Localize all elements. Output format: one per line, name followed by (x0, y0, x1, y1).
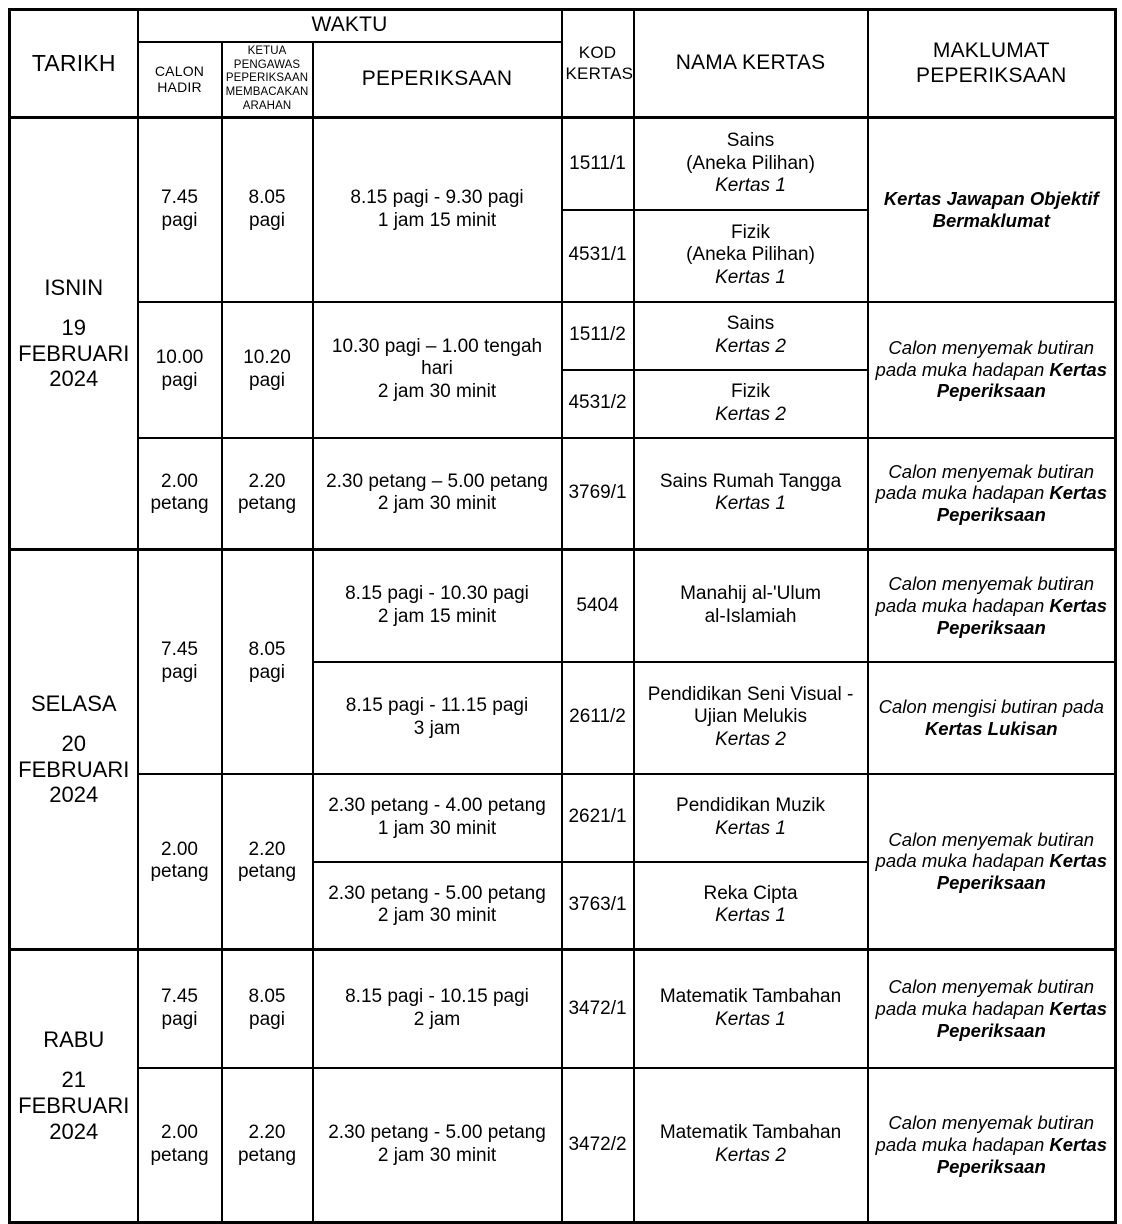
exam-session-duration: 2 jam 15 minit (377, 605, 497, 627)
paper-number: Kertas 1 (715, 905, 786, 927)
paper-code: 1511/1 (562, 118, 634, 210)
exam-session-slot (313, 438, 562, 550)
ketua-pengawas-time (222, 950, 313, 1068)
ketua-pengawas-time (222, 118, 313, 302)
date-number: 21 (61, 1067, 86, 1093)
calon-hadir-time-line1: 7.45 (161, 986, 198, 1008)
paper-name-line2: (Aneka Pilihan) (686, 152, 815, 174)
date-number: 19 (61, 314, 86, 340)
paper-name-line2: (Aneka Pilihan) (686, 244, 815, 266)
date-month: FEBRUARI (18, 340, 130, 366)
exam-session-slot (313, 862, 562, 950)
exam-session-slot (313, 950, 562, 1068)
date-number: 20 (61, 730, 86, 756)
paper-name (634, 210, 868, 302)
paper-name-line1: Reka Cipta (703, 882, 798, 904)
calon-hadir-time-line1: 7.45 (161, 187, 198, 209)
calon-hadir-time (138, 774, 222, 950)
column-header-nama-kertas: NAMA KERTAS (634, 10, 868, 118)
exam-session-range: 2.30 petang - 5.00 petang (328, 882, 546, 904)
calon-hadir-time-line2: petang (150, 493, 209, 515)
ketua-line1: KETUA (247, 45, 287, 58)
ketua-line5: ARAHAN (242, 99, 292, 112)
calon-hadir-time (138, 118, 222, 302)
paper-number: Kertas 1 (715, 266, 786, 288)
ketua-pengawas-time-line2: petang (237, 493, 297, 515)
date-year: 2024 (49, 366, 99, 392)
date-year: 2024 (49, 1118, 99, 1144)
paper-info-emphasis: Kertas Peperiksaan (936, 358, 1107, 402)
header-row-1 (10, 10, 1116, 42)
paper-name-line2: al-Islamiah (704, 605, 797, 627)
paper-info-emphasis: Kertas Peperiksaan (936, 482, 1107, 526)
paper-name (634, 662, 868, 774)
exam-session-slot (313, 774, 562, 862)
ketua-pengawas-time-line2: pagi (249, 369, 285, 391)
table-header (10, 10, 1116, 118)
paper-code: 5404 (562, 550, 634, 662)
calon-hadir-time (138, 438, 222, 550)
table-row (10, 550, 1116, 662)
date-day-name: RABU (43, 1027, 105, 1053)
date-month: FEBRUARI (18, 1093, 130, 1118)
paper-info-emphasis: Kertas Peperiksaan (936, 594, 1107, 638)
paper-name-line1: Pendidikan Muzik (676, 795, 825, 817)
paper-number: Kertas 1 (715, 1008, 786, 1030)
paper-name (634, 370, 868, 438)
maklumat-line2: PEPERIKSAAN (916, 63, 1067, 87)
paper-number: Kertas 1 (715, 817, 786, 839)
exam-session-duration: 2 jam 30 minit (377, 380, 497, 402)
paper-name-line1: Fizik (730, 381, 771, 403)
table-row (10, 118, 1116, 210)
ketua-pengawas-time-line1: 8.05 (248, 187, 286, 209)
ketua-pengawas-time-line1: 2.20 (248, 838, 286, 860)
calon-hadir-time-line1: 7.45 (161, 639, 198, 661)
paper-name (634, 550, 868, 662)
paper-code: 2621/1 (562, 774, 634, 862)
ketua-pengawas-time-line1: 8.05 (248, 639, 286, 661)
exam-timetable (8, 8, 1117, 1224)
exam-session-range: 8.15 pagi - 9.30 pagi (350, 187, 524, 209)
paper-name (634, 118, 868, 210)
ketua-line4: MEMBACAKAN (225, 86, 309, 99)
exam-session-range: 8.15 pagi - 11.15 pagi (345, 695, 529, 717)
paper-info-text: Calon menyemak butiran pada muka hadapan (875, 1112, 1095, 1155)
paper-number: Kertas 2 (715, 403, 786, 425)
paper-name-line1: Manahij al-'Ulum (680, 583, 821, 605)
column-header-maklumat-peperiksaan (868, 10, 1116, 118)
paper-info (868, 1068, 1116, 1223)
paper-info (868, 550, 1116, 662)
date-year: 2024 (49, 782, 99, 808)
paper-code: 4531/1 (562, 210, 634, 302)
paper-info-emphasis: Kertas Lukisan (924, 717, 1058, 739)
paper-name-line2: Ujian Melukis (694, 706, 807, 728)
paper-info (868, 302, 1116, 438)
exam-session-duration: 3 jam (413, 717, 461, 739)
column-header-kod-kertas (562, 10, 634, 118)
ketua-pengawas-time (222, 774, 313, 950)
ketua-pengawas-time (222, 1068, 313, 1223)
paper-code: 3472/1 (562, 950, 634, 1068)
table-row (10, 950, 1116, 1068)
exam-session-slot (313, 1068, 562, 1223)
paper-info-text: Calon menyemak butiran pada muka hadapan (875, 460, 1095, 504)
date-day-name: SELASA (30, 690, 117, 716)
column-header-peperiksaan: PEPERIKSAAN (313, 42, 562, 118)
exam-session-range: 2.30 petang - 5.00 petang (328, 1122, 546, 1144)
exam-session-duration: 1 jam 15 minit (377, 209, 497, 231)
paper-info-line1: Kertas Jawapan Objektif (883, 187, 1099, 209)
calon-hadir-time-line1: 2.00 (161, 470, 198, 492)
paper-code: 3763/1 (562, 862, 634, 950)
paper-name-line1: Fizik (730, 221, 771, 243)
paper-name-line1: Sains (726, 130, 775, 152)
calon-hadir-time (138, 550, 222, 774)
paper-name-line1: Sains Rumah Tangga (659, 470, 842, 492)
date-month: FEBRUARI (18, 756, 130, 782)
ketua-pengawas-time-line1: 2.20 (248, 470, 286, 492)
exam-session-slot (313, 550, 562, 662)
paper-info-text: Calon mengisi butiran pada (878, 695, 1104, 717)
paper-name-line1: Matematik Tambahan (659, 1122, 842, 1144)
paper-info-emphasis: Kertas Peperiksaan (936, 997, 1107, 1041)
exam-session-range: 2.30 petang – 5.00 petang (326, 470, 548, 492)
calon-hadir-time-line1: 10.00 (155, 347, 204, 369)
date-cell-selasa (10, 550, 138, 950)
paper-number: Kertas 1 (715, 493, 786, 515)
paper-code: 4531/2 (562, 370, 634, 438)
paper-info-text: Calon menyemak butiran pada muka hadapan (875, 573, 1095, 616)
table-body (10, 118, 1116, 1223)
exam-session-range: 10.30 pagi – 1.00 tengah hari (331, 335, 543, 380)
ketua-pengawas-time-line2: pagi (249, 1008, 285, 1030)
paper-number: Kertas 1 (715, 174, 786, 196)
exam-session-duration: 2 jam 30 minit (377, 493, 497, 515)
paper-name (634, 1068, 868, 1223)
calon-hadir-time (138, 302, 222, 438)
calon-hadir-time-line2: petang (150, 1144, 209, 1166)
exam-session-slot (313, 302, 562, 438)
column-header-calon-hadir (138, 42, 222, 118)
paper-name (634, 438, 868, 550)
paper-name-line1: Sains (726, 313, 775, 335)
ketua-pengawas-time (222, 302, 313, 438)
table-row (10, 774, 1116, 862)
paper-name (634, 862, 868, 950)
kod-kertas-line1: KOD (578, 43, 617, 63)
exam-session-range: 2.30 petang - 4.00 petang (328, 795, 546, 817)
paper-info (868, 950, 1116, 1068)
column-header-tarikh: TARIKH (10, 10, 138, 118)
ketua-pengawas-time-line2: petang (237, 1144, 297, 1166)
paper-info-text: Calon menyemak butiran pada muka hadapan (875, 976, 1095, 1019)
ketua-pengawas-time-line2: petang (237, 861, 297, 883)
table-row (10, 438, 1116, 550)
calon-hadir-time-line2: pagi (161, 1008, 198, 1030)
calon-hadir-time-line2: pagi (161, 369, 198, 391)
ketua-line3: PEPERIKSAAN (225, 72, 309, 85)
date-cell-rabu (10, 950, 138, 1223)
ketua-pengawas-time-line2: pagi (249, 209, 285, 231)
paper-number: Kertas 2 (715, 728, 786, 750)
kod-kertas-line2: KERTAS (565, 63, 634, 83)
paper-name-line1: Pendidikan Seni Visual - (647, 683, 854, 705)
paper-info (868, 118, 1116, 302)
paper-code: 3769/1 (562, 438, 634, 550)
paper-name (634, 774, 868, 862)
calon-hadir-time-line1: 2.00 (161, 838, 198, 860)
exam-session-duration: 2 jam 30 minit (377, 905, 497, 927)
exam-session-slot (313, 662, 562, 774)
column-header-ketua-pengawas (222, 42, 313, 118)
date-spacer (14, 1053, 134, 1067)
column-header-waktu: WAKTU (138, 10, 562, 42)
paper-info (868, 662, 1116, 774)
calon-hadir-time-line2: petang (150, 861, 209, 883)
paper-number: Kertas 2 (715, 1144, 786, 1166)
paper-name (634, 950, 868, 1068)
maklumat-line1: MAKLUMAT (932, 38, 1050, 62)
ketua-line2: PENGAWAS (233, 58, 301, 71)
paper-code: 1511/2 (562, 302, 634, 370)
calon-hadir-time (138, 950, 222, 1068)
calon-hadir-time-line2: pagi (161, 209, 198, 231)
date-cell-isnin (10, 118, 138, 550)
calon-hadir-time (138, 1068, 222, 1223)
ketua-pengawas-time-line1: 8.05 (248, 986, 286, 1008)
paper-info-emphasis: Kertas Peperiksaan (936, 1133, 1107, 1177)
paper-info-text: Calon menyemak butiran pada muka hadapan (875, 336, 1095, 380)
paper-info-emphasis: Kertas Peperiksaan (936, 850, 1107, 894)
exam-session-duration: 2 jam 30 minit (377, 1144, 497, 1166)
paper-name (634, 302, 868, 370)
exam-session-range: 8.15 pagi - 10.30 pagi (345, 583, 529, 605)
calon-hadir-time-line2: pagi (161, 661, 198, 683)
ketua-pengawas-time-line2: pagi (249, 661, 285, 683)
calon-hadir-line1: CALON (154, 62, 205, 79)
ketua-pengawas-time-line1: 10.20 (243, 347, 291, 369)
exam-session-slot (313, 118, 562, 302)
calon-hadir-line2: HADIR (157, 79, 202, 96)
exam-session-duration: 2 jam (413, 1008, 461, 1030)
table-row (10, 302, 1116, 370)
paper-code: 3472/2 (562, 1068, 634, 1223)
ketua-pengawas-time (222, 550, 313, 774)
ketua-pengawas-time (222, 438, 313, 550)
paper-info-text: Calon menyemak butiran pada muka hadapan (875, 828, 1095, 872)
date-spacer (14, 301, 134, 315)
date-spacer (14, 717, 134, 731)
paper-info (868, 774, 1116, 950)
paper-info-line2: Bermaklumat (932, 209, 1050, 231)
paper-code: 2611/2 (562, 662, 634, 774)
paper-name-line1: Matematik Tambahan (659, 986, 842, 1008)
ketua-pengawas-time-line1: 2.20 (248, 1122, 286, 1144)
exam-session-range: 8.15 pagi - 10.15 pagi (345, 986, 529, 1008)
date-day-name: ISNIN (44, 274, 104, 300)
exam-session-duration: 1 jam 30 minit (377, 817, 497, 839)
calon-hadir-time-line1: 2.00 (161, 1122, 198, 1144)
table-row (10, 1068, 1116, 1223)
paper-info (868, 438, 1116, 550)
paper-number: Kertas 2 (715, 335, 786, 357)
